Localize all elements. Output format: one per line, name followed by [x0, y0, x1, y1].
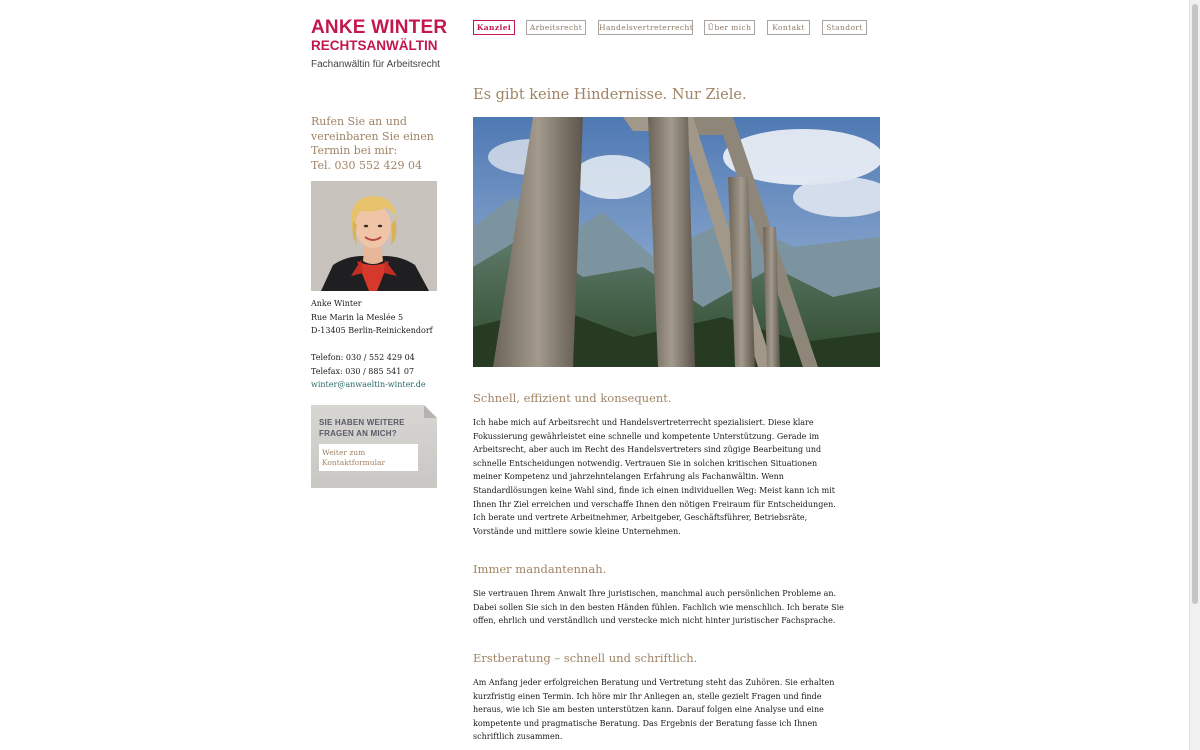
text-line: Sie vertrauen Ihrem Anwalt Ihre juristischen, manchmal auch persönlichen Probleme an.: [473, 589, 837, 598]
logo-name: ANKE WINTER: [311, 17, 448, 38]
contact-box-heading: [319, 417, 419, 439]
contact-link-line: Kontaktformular: [322, 457, 386, 467]
text-line: kompetente und pragmatische Beratung. Das Ergebnis der Beratung fasse ich Ihnen: [473, 718, 818, 728]
section-erstberatung: [473, 651, 835, 744]
call-line: Termin bei mir:: [311, 144, 398, 157]
contact-heading-line: FRAGEN AN MICH?: [319, 429, 397, 438]
text-line: Dabei sollen Sie sich in den besten Händen fühlen. Fachlich wie menschlich. Ich berate Sie: [473, 602, 844, 612]
text-line: Vorstände und mittlere sowie kleine Unternehmen.: [473, 526, 681, 536]
text-line: Ich berate und vertrete Arbeitnehmer, Arbeitgeber, Geschäftsführer, Betriebsräte,: [473, 513, 808, 523]
nav-item-standort[interactable]: Standort: [822, 20, 867, 35]
logo[interactable]: [311, 17, 448, 70]
section-text: [473, 416, 836, 538]
nav-item-handelsvertreterrecht[interactable]: Handelsvertreterrecht: [598, 20, 693, 35]
nav-item-arbeitsrecht[interactable]: Arbeitsrecht: [526, 20, 586, 35]
address-fax: Telefax: 030 / 885 541 07: [311, 366, 415, 376]
text-line: heraus, wie ich Sie am besten unterstützen kann. Darauf folgen eine Analyse und eine: [473, 705, 824, 715]
portrait-photo: [311, 181, 437, 291]
call-phone: Tel. 030 552 429 04: [311, 158, 422, 172]
contact-form-link[interactable]: [319, 444, 418, 471]
section-title: Immer mandantennah.: [473, 562, 607, 576]
page-scrollbar[interactable]: [1189, 0, 1200, 750]
sidebar: [311, 115, 441, 467]
nav-item-kontakt[interactable]: Kontakt: [767, 20, 810, 35]
text-line: offen, ehrlich und verständlich und verstecke mich nicht hinter juristischer Fachsprache.: [473, 616, 836, 626]
text-line: Am Anfang jeder erfolgreichen Beratung und Vertretung steht das Zuhören. Sie erhalten: [473, 678, 835, 687]
page-corner-fold: [424, 405, 437, 418]
section-text: [473, 676, 835, 744]
email-link[interactable]: winter@anwaeltin-winter.de: [311, 380, 426, 389]
text-line: Ihnen Ihr Ziel erreichen und verschaffe Ihnen den nötigen Freiraum für Entscheidungen.: [473, 499, 836, 509]
text-line: Arbeitsrecht, aber auch im Recht des Handelsvertreters sind zügige Bearbeitung und: [473, 445, 822, 455]
text-line: meiner Kompetenz und jahrzehntelangen Erfahrung als Fachanwältin. Wenn: [473, 472, 784, 482]
nav-item-ueber-mich[interactable]: Über mich: [704, 20, 755, 35]
section-text: [473, 587, 844, 628]
text-line: schnelle Entscheidungen notwendig. Vertrauen Sie in solchen kritischen Situationen: [473, 458, 818, 468]
logo-subtitle: Fachanwältin für Arbeitsrecht: [311, 59, 440, 70]
call-line: vereinbaren Sie einen: [311, 129, 434, 143]
text-line: Ich habe mich auf Arbeitsrecht und Handelsvertreterrecht spezialisiert. Diese klare: [473, 418, 814, 427]
section-title: Schnell, effizient und konsequent.: [473, 391, 672, 405]
logo-title: RECHTSANWÄLTIN: [311, 38, 438, 53]
address-block: [311, 297, 451, 392]
scrollbar-thumb[interactable]: [1192, 4, 1198, 604]
section-schnell: [473, 391, 836, 538]
contact-heading-line: SIE HABEN WEITERE: [319, 418, 405, 427]
address-name: Anke Winter: [311, 299, 362, 308]
address-city: D-13405 Berlin-Reinickendorf: [311, 326, 433, 335]
hero-image-bridge: [473, 117, 880, 367]
text-line: kurzfristig einen Termin. Ich höre mir Ihr Anliegen an, stelle gezielt Fragen und finde: [473, 691, 822, 701]
section-title: Erstberatung – schnell und schriftlich.: [473, 651, 698, 665]
contact-link-line: Weiter zum: [322, 448, 366, 457]
nav-item-kanzlei[interactable]: Kanzlei: [473, 20, 515, 35]
call-line: Rufen Sie an und: [311, 115, 407, 128]
text-line: Standardlösungen keine Wahl sind, finde ich einen individuellen Weg: Meist kann ich mit: [473, 485, 836, 495]
call-to-action: [311, 115, 441, 173]
contact-box: [311, 405, 437, 488]
section-mandantennah: [473, 562, 844, 628]
address-street: Rue Marin la Meslée 5: [311, 312, 404, 322]
address-phone: Telefon: 030 / 552 429 04: [311, 353, 415, 362]
text-line: Fokussierung gewährleistet eine schnelle und kompetente Unterstützung. Gerade im: [473, 431, 820, 441]
page-title: Es gibt keine Hindernisse. Nur Ziele.: [473, 87, 747, 103]
text-line: schriftlich zusammen.: [473, 732, 563, 742]
